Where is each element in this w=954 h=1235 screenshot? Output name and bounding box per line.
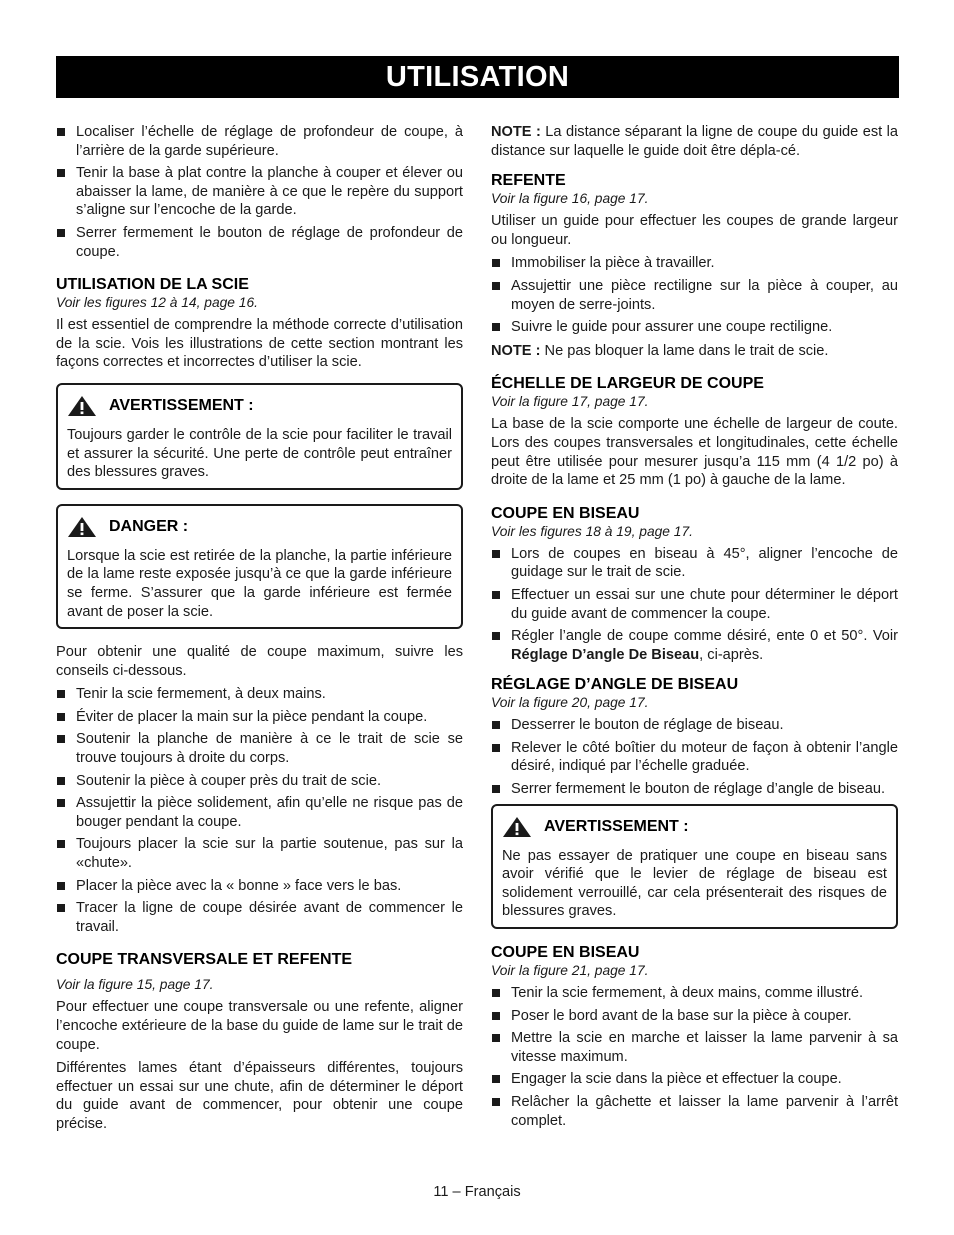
bullet-square-icon [57, 229, 65, 237]
danger-text: Lorsque la scie est retirée de la planche, la partie inférieure de la lame reste exposée jusqu’à ce que la garde inférieure se ferme. S’assurer que la garde inférieure est fermée avant de poser la scie. [67, 547, 452, 620]
list-item: Soutenir la pièce à couper près du trait de scie. [56, 772, 463, 791]
list-item: Immobiliser la pièce à travailler. [491, 254, 898, 273]
list-item: Poser le bord avant de la base sur la pièce à couper. [491, 1007, 898, 1026]
paragraph: Différentes lames étant d’épaisseurs différentes, toujours effectuer un essai sur une chute, afin de déterminer le déport du guide avant de commencer, pour obtenir une coupe précise. [56, 1060, 463, 1132]
left-column [56, 123, 463, 1139]
bullet-square-icon [492, 721, 500, 729]
danger-box [56, 504, 463, 629]
bullet-square-icon [57, 169, 65, 177]
figure-reference: Voir la figure 16, page 17. [491, 191, 649, 207]
list-item: Engager la scie dans la pièce et effectuer la coupe. [491, 1070, 898, 1089]
page-title-banner [56, 56, 899, 98]
warning-triangle-icon [67, 516, 97, 538]
bullet-square-icon [492, 259, 500, 267]
warning-text: Ne pas essayer de pratiquer une coupe en biseau sans avoir vérifié que le levier de réglage de biseau est solidement verrouillé, car cela présenterait des risques de blessures graves. [502, 847, 887, 920]
list-item: Éviter de placer la main sur la pièce pendant la coupe. [56, 708, 463, 727]
section-heading: UTILISATION DE LA SCIE [56, 276, 249, 294]
bullet-square-icon [492, 632, 500, 640]
paragraph: Utiliser un guide pour effectuer les coupes de grande largeur ou longueur. [491, 213, 898, 248]
page-title: UTILISATION [385, 60, 570, 93]
list-item: Assujettir la pièce solidement, afin qu’elle ne risque pas de bouger pendant la coupe. [56, 794, 463, 831]
bullet-square-icon [57, 735, 65, 743]
right-column [491, 123, 898, 1135]
bullet-square-icon [492, 989, 500, 997]
section-heading: ÉCHELLE DE LARGEUR DE COUPE [491, 375, 764, 393]
list-item: Tenir la scie fermement, à deux mains, comme illustré. [491, 984, 898, 1003]
paragraph: Il est essentiel de comprendre la méthode correcte d’utilisation de la scie. Vois les illustrations de cette section montrant les façons correctes et incorrectes d’utiliser la scie. [56, 317, 463, 371]
figure-reference: Voir la figure 20, page 17. [491, 695, 649, 711]
list-item: Serrer fermement le bouton de réglage d’angle de biseau. [491, 780, 898, 799]
section-heading: COUPE EN BISEAU [491, 504, 640, 522]
paragraph: La base de la scie comporte une échelle de largeur de coute. Lors des coupes transversales et longitudinales, cette échelle peut être utilisée pour mesurer jusqu’a 115 mm (4 1/2 po) à droite de la lame et 25 mm (1 po) à gauche de la lame. [491, 416, 898, 489]
bullet-square-icon [492, 1098, 500, 1106]
warning-box [491, 804, 898, 929]
bullet-square-icon [57, 128, 65, 136]
bullet-square-icon [492, 323, 500, 331]
list-item: Suivre le guide pour assurer une coupe rectiligne. [491, 318, 898, 337]
list-item: Desserrer le bouton de réglage de biseau. [491, 716, 898, 735]
bullet-square-icon [492, 1034, 500, 1042]
section-heading: COUPE EN BISEAU [491, 944, 640, 962]
bevel-adjust-list [491, 716, 898, 798]
bullet-square-icon [492, 1075, 500, 1083]
list-item: Lors de coupes en biseau à 45°, aligner l’encoche de guidage sur le trait de scie. [491, 545, 898, 582]
warning-triangle-icon [502, 816, 532, 838]
section-heading: REFENTE [491, 172, 566, 190]
list-item: Assujettir une pièce rectiligne sur la pièce à couper, au moyen de serre-joints. [491, 277, 898, 314]
bullet-square-icon [57, 904, 65, 912]
bullet-square-icon [492, 1012, 500, 1020]
figure-reference: Voir la figure 17, page 17. [491, 394, 649, 410]
warning-text: Toujours garder le contrôle de la scie pour faciliter le travail et assurer la sécurité. Une perte de contrôle peut entraîner des blessures graves. [67, 426, 452, 481]
figure-reference: Voir la figure 15, page 17. [56, 977, 214, 993]
danger-title: DANGER : [109, 517, 189, 535]
note-label: NOTE : [491, 342, 541, 359]
list-item: Tenir la base à plat contre la planche à couper et élever ou abaisser la lame, de manière à ce que le repère du support s’aligne sur l’encoche de la garde. [56, 164, 463, 220]
warning-box [56, 383, 463, 490]
list-item: Soutenir la planche de manière à ce le trait de scie se trouve toujours à droite du corps. [56, 730, 463, 767]
section-heading: RÉGLAGE D’ANGLE DE BISEAU [491, 676, 739, 694]
bullet-square-icon [492, 591, 500, 599]
bullet-square-icon [57, 799, 65, 807]
warning-triangle-icon [67, 395, 97, 417]
page-footer: 11 – Français [433, 1184, 521, 1200]
figure-reference: Voir la figure 21, page 17. [491, 963, 649, 979]
bevel-cut-list [491, 545, 898, 665]
list-item: Tenir la scie fermement, à deux mains. [56, 685, 463, 704]
cross-reference: Réglage D’angle De Biseau [511, 646, 700, 663]
paragraph: Pour effectuer une coupe transversale ou une refente, aligner l’encoche extérieure de la base du guide de lame sur le trait de coupe. [56, 999, 463, 1053]
list-item: Relâcher la gâchette et laisser la lame parvenir à l’arrêt complet. [491, 1093, 898, 1130]
list-item: Tracer la ligne de coupe désirée avant de commencer le travail. [56, 899, 463, 936]
note-paragraph: NOTE : Ne pas bloquer la lame dans le trait de scie. [491, 342, 829, 359]
list-item: Régler l’angle de coupe comme désiré, ente 0 et 50°. Voir Réglage D’angle De Biseau, ci-après. [491, 627, 898, 664]
bullet-square-icon [57, 713, 65, 721]
list-item: Toujours placer la scie sur la partie soutenue, pas sur la «chute». [56, 835, 463, 872]
note-label: NOTE : [491, 124, 541, 140]
bullet-square-icon [57, 690, 65, 698]
list-item: Serrer fermement le bouton de réglage de profondeur de coupe. [56, 224, 463, 261]
list-item: Relever le côté boîtier du moteur de façon à obtenir l’angle désiré, indiqué par l’échelle graduée. [491, 739, 898, 776]
bullet-square-icon [57, 777, 65, 785]
warning-title: AVERTISSEMENT : [109, 396, 254, 414]
bullet-square-icon [492, 785, 500, 793]
figure-reference: Voir les figures 12 à 14, page 16. [56, 295, 258, 311]
list-item: Mettre la scie en marche et laisser la lame parvenir à sa vitesse maximum. [491, 1029, 898, 1066]
bullet-square-icon [57, 840, 65, 848]
figure-reference: Voir les figures 18 à 19, page 17. [491, 523, 693, 539]
depth-adjust-list [56, 123, 463, 261]
quality-tips-list [56, 685, 463, 936]
bullet-square-icon [492, 550, 500, 558]
bevel-cut-steps-list [491, 984, 898, 1130]
list-item: Effectuer un essai sur une chute pour déterminer le déport du guide avant de commencer la coupe. [491, 586, 898, 623]
list-item: Placer la pièce avec la « bonne » face vers le bas. [56, 877, 463, 896]
warning-title: AVERTISSEMENT : [544, 817, 689, 835]
bullet-square-icon [492, 282, 500, 290]
note-paragraph: NOTE : La distance séparant la ligne de coupe du guide est la distance sur laquelle le guide doit être dépla-cé. [491, 124, 898, 159]
paragraph: Pour obtenir une qualité de coupe maximum, suivre les conseils ci-dessous. [56, 644, 463, 679]
refente-list [491, 254, 898, 336]
bullet-square-icon [57, 882, 65, 890]
section-heading: COUPE TRANSVERSALE ET REFENTE [56, 951, 353, 969]
list-item: Localiser l’échelle de réglage de profondeur de coupe, à l’arrière de la garde supérieure. [56, 123, 463, 160]
bullet-square-icon [492, 744, 500, 752]
